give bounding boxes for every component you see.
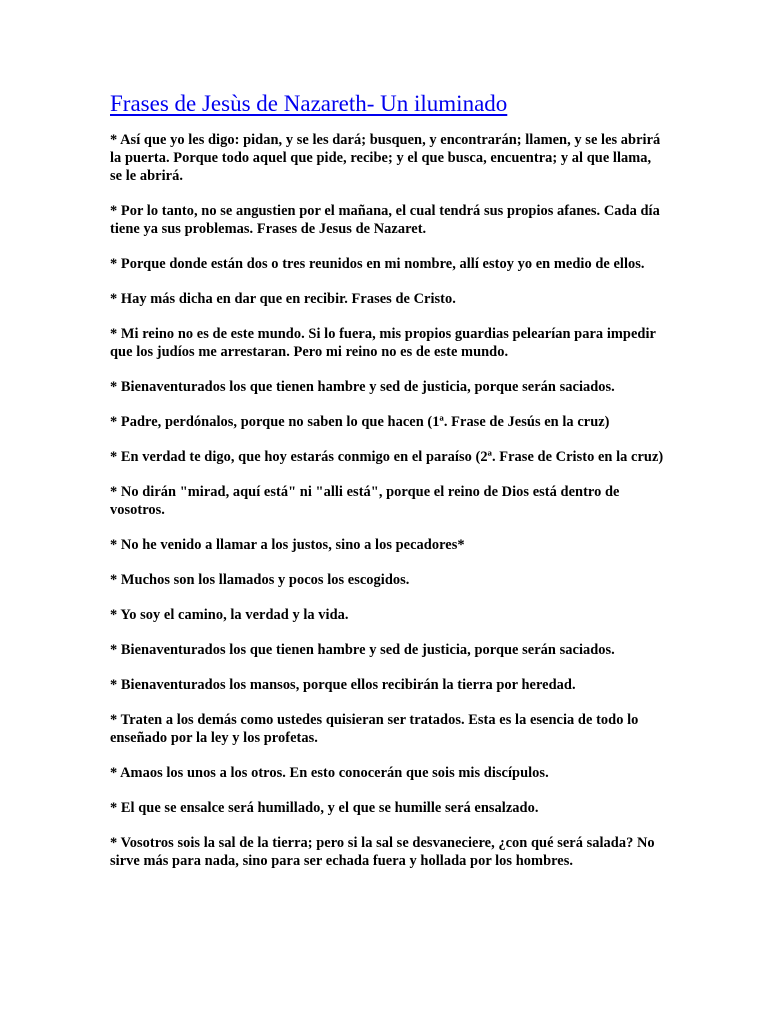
quote-paragraph: * Bienaventurados los mansos, porque ellos recibirán la tierra por heredad.: [110, 677, 576, 693]
quote-paragraph: * Bienaventurados los que tienen hambre y sed de justicia, porque serán saciados.: [110, 642, 615, 658]
quote-paragraph: * Porque donde están dos o tres reunidos en mi nombre, allí estoy yo en medio de ellos.: [110, 256, 645, 272]
quote-paragraph: * Bienaventurados los que tienen hambre y sed de justicia, porque serán saciados.: [110, 379, 615, 395]
quote-paragraph: * Así que yo les digo: pidan, y se les dará; busquen, y encontrarán; llamen, y se les abrirá la puerta. Porque todo aquel que pide, recibe; y el que busca, encuentra; y al que llama, se le abrirá.: [110, 132, 661, 184]
quote-paragraph: * En verdad te digo, que hoy estarás conmigo en el paraíso (2ª. Frase de Cristo en la cruz): [110, 449, 664, 465]
quote-paragraph: * Yo soy el camino, la verdad y la vida.: [110, 607, 349, 623]
quote-paragraph: * Hay más dicha en dar que en recibir. Frases de Cristo.: [110, 291, 456, 307]
page-title[interactable]: Frases de Jesùs de Nazareth- Un iluminado: [110, 91, 508, 116]
quote-paragraph: * No dirán "mirad, aquí está" ni "alli está", porque el reino de Dios está dentro de vosotros.: [110, 484, 620, 518]
quote-paragraph: * Vosotros sois la sal de la tierra; pero si la sal se desvaneciere, ¿con qué será salada? No sirve más para nada, sino para ser echada fuera y hollada por los hombres.: [110, 835, 655, 869]
quote-paragraph: * Traten a los demás como ustedes quisieran ser tratados. Esta es la esencia de todo lo enseñado por la ley y los profetas.: [110, 712, 639, 746]
quote-paragraph: * Mi reino no es de este mundo. Si lo fuera, mis propios guardias pelearían para impedir que los judíos me arrestaran. Pero mi reino no es de este mundo.: [110, 326, 656, 360]
quote-paragraph: * El que se ensalce será humillado, y el que se humille será ensalzado.: [110, 800, 539, 816]
quote-paragraph: * Amaos los unos a los otros. En esto conocerán que sois mis discípulos.: [110, 765, 549, 781]
quote-list: [110, 131, 665, 870]
quote-paragraph: * No he venido a llamar a los justos, sino a los pecadores*: [110, 537, 465, 553]
quote-paragraph: * Padre, perdónalos, porque no saben lo que hacen (1ª. Frase de Jesús en la cruz): [110, 414, 610, 430]
quote-paragraph: * Por lo tanto, no se angustien por el mañana, el cual tendrá sus propios afanes. Cada día tiene ya sus problemas. Frases de Jesus de Nazaret.: [110, 203, 660, 237]
quote-paragraph: * Muchos son los llamados y pocos los escogidos.: [110, 572, 410, 588]
document-page: [110, 88, 665, 887]
